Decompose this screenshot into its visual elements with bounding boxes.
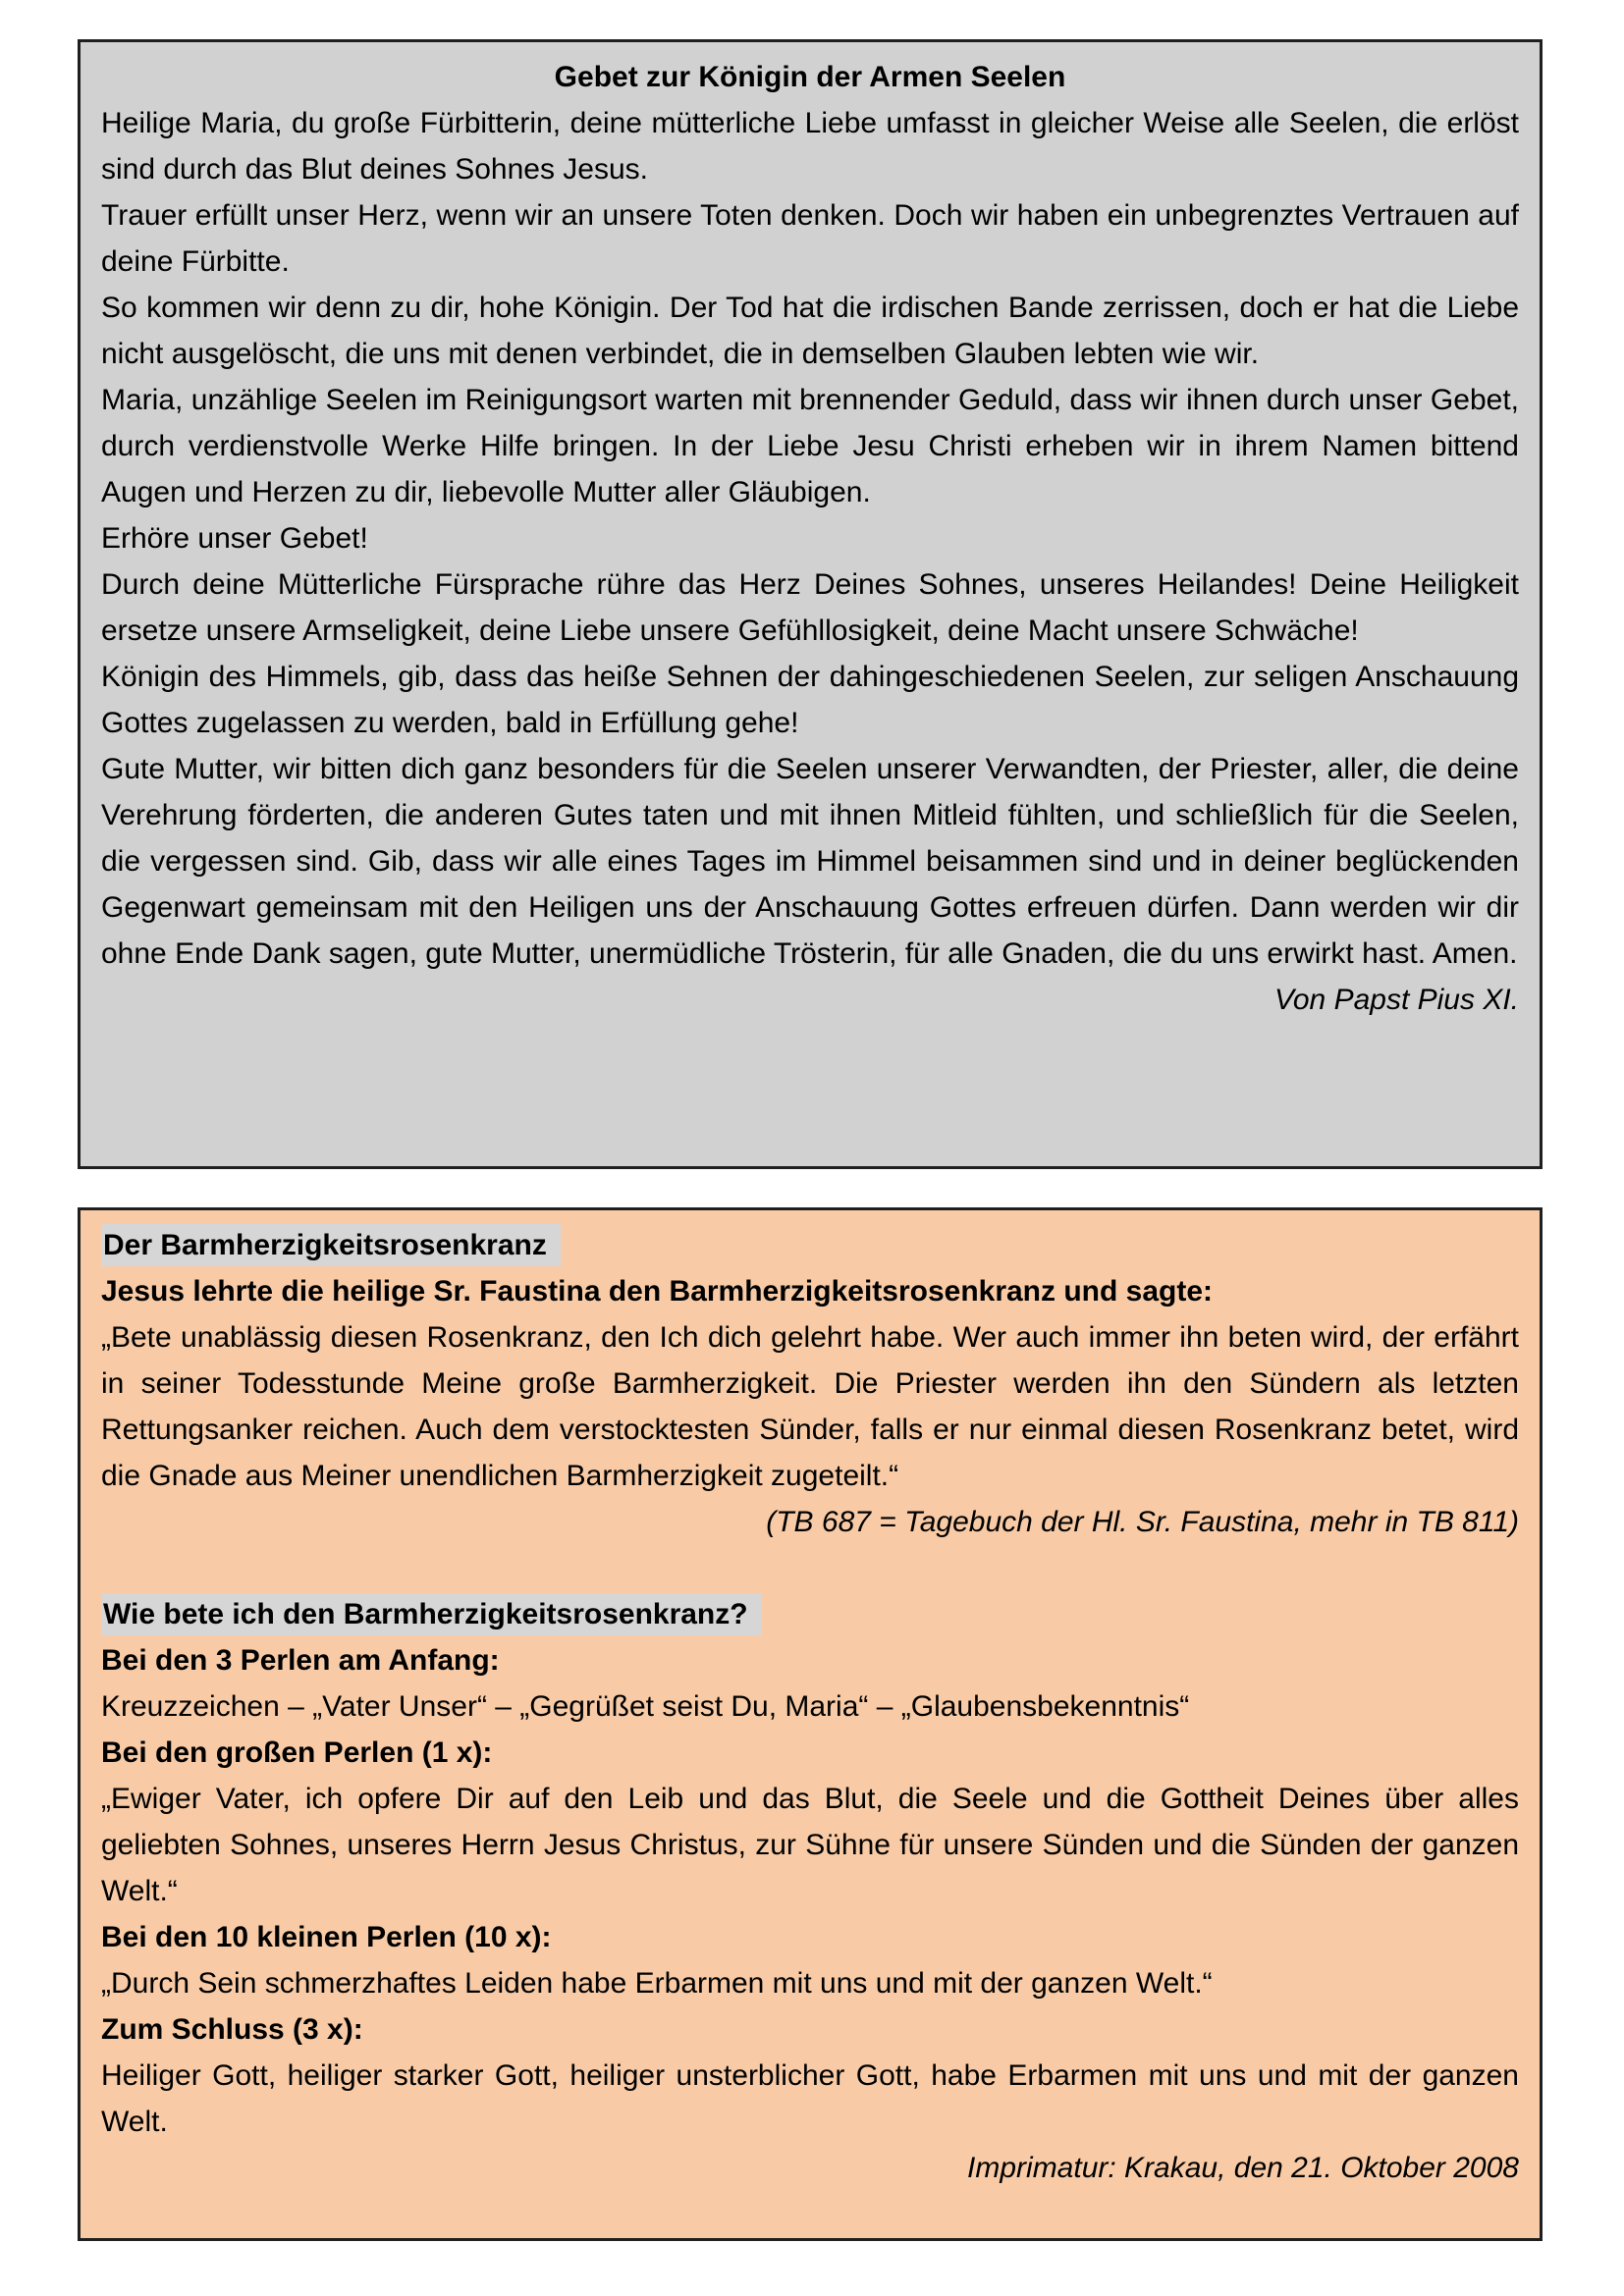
prayer-paragraph: Maria, unzählige Seelen im Reinigungsort warten mit brennender Geduld, dass wir ihnen durch unser Gebet, durch verdienstvolle Werke Hilfe bringen. In der Liebe Jesu Christi erheben wir in ihrem Namen bittend Augen und Herzen zu dir, liebevolle Mutter aller Gläubigen. (101, 384, 1519, 508)
prayer-box (78, 39, 1543, 1169)
prayer-paragraph: Heilige Maria, du große Fürbitterin, deine mütterliche Liebe umfasst in gleicher Weise alle Seelen, die erlöst sind durch das Blut deines Sohnes Jesus. (101, 107, 1519, 186)
rosary-step-label: Zum Schluss (3 x): (101, 2013, 363, 2046)
rosary-howto-heading-line (101, 1591, 1519, 1637)
rosary-step-label: Bei den 3 Perlen am Anfang: (101, 1644, 500, 1677)
rosary-intro: Jesus lehrte die heilige Sr. Faustina den Barmherzigkeitsrosenkranz und sagte: (101, 1275, 1214, 1308)
prayer-paragraph: Durch deine Mütterliche Fürsprache rühre das Herz Deines Sohnes, unseres Heilandes! Deine Heiligkeit ersetze unsere Armseligkeit, deine Liebe unsere Gefühllosigkeit, deine Macht unsere Schwäche! (101, 568, 1519, 647)
prayer-paragraph: Königin des Himmels, gib, dass das heiße Sehnen der dahingeschiedenen Seelen, zur seligen Anschauung Gottes zugelassen zu werden, bald in Erfüllung gehe! (101, 661, 1519, 739)
rosary-step-label: Bei den 10 kleinen Perlen (10 x): (101, 1921, 552, 1953)
rosary-howto-heading: Wie bete ich den Barmherzigkeitsrosenkranz? (101, 1593, 762, 1635)
rosary-heading-line (101, 1222, 1519, 1268)
rosary-step-label: Bei den großen Perlen (1 x): (101, 1736, 493, 1769)
rosary-quote-line (101, 1314, 1519, 1545)
prayer-attribution: Von Papst Pius XI. (1273, 984, 1519, 1016)
prayer-paragraph: Gute Mutter, wir bitten dich ganz besonders für die Seelen unserer Verwandten, der Priester, aller, die deine Verehrung förderten, die anderen Gutes taten und mit ihnen Mitleid fühlten, und schließlich für die Seelen, die vergessen sind. Gib, dass wir alle eines Tages im Himmel beisammen sind und in deiner beglückenden Gegenwart gemeinsam mit den Heiligen uns der Anschauung Gottes erfreuen dürfen. Dann werden wir dir ohne Ende Dank sagen, gute Mutter, unermüdliche Trösterin, für alle Gnaden, die du uns erwirkt hast. Amen. (101, 753, 1519, 970)
prayer-paragraph: So kommen wir denn zu dir, hohe Königin. Der Tod hat die irdischen Bande zerrissen, doch er hat die Liebe nicht ausgelöscht, die uns mit denen verbindet, die in demselben Glauben lebten wie wir. (101, 292, 1519, 370)
rosary-quote: „Bete unablässig diesen Rosenkranz, den Ich dich gelehrt habe. Wer auch immer ihn beten wird, der erfährt in seiner Todesstunde Meine große Barmherzigkeit. Die Priester werden ihn den Sündern als letzten Rettungsanker reichen. Auch dem verstocktesten Sünder, falls er nur einmal diesen Rosenkranz betet, wird die Gnade aus Meiner unendlichen Barmherzigkeit zugeteilt.“ (101, 1321, 1519, 1492)
prayer-title: Gebet zur Königin der Armen Seelen (554, 61, 1066, 93)
rosary-heading: Der Barmherzigkeitsrosenkranz (101, 1224, 561, 1266)
rosary-step-text: „Ewiger Vater, ich opfere Dir auf den Leib und das Blut, die Seele und die Gottheit Deines über alles geliebten Sohnes, unseres Herrn Jesus Christus, zur Sühne für unsere Sünden und die Sünden der ganzen Welt.“ (101, 1783, 1519, 1907)
rosary-step-text: „Durch Sein schmerzhaftes Leiden habe Erbarmen mit uns und mit der ganzen Welt.“ (101, 1967, 1213, 2000)
rosary-imprimatur: Imprimatur: Krakau, den 21. Oktober 2008 (967, 2152, 1519, 2184)
rosary-quote-source: (TB 687 = Tagebuch der Hl. Sr. Faustina, mehr in TB 811) (766, 1506, 1519, 1538)
rosary-step-text: Kreuzzeichen – „Vater Unser“ – „Gegrüßet seist Du, Maria“ – „Glaubensbekenntnis“ (101, 1690, 1190, 1723)
rosary-box (78, 1207, 1543, 2241)
rosary-step-text: Heiliger Gott, heiliger starker Gott, heiliger unsterblicher Gott, habe Erbarmen mit uns und mit der ganzen Welt. (101, 2059, 1519, 2138)
prayer-paragraph: Erhöre unser Gebet! (101, 522, 368, 555)
prayer-paragraph: Trauer erfüllt unser Herz, wenn wir an unsere Toten denken. Doch wir haben ein unbegrenztes Vertrauen auf deine Fürbitte. (101, 199, 1519, 278)
